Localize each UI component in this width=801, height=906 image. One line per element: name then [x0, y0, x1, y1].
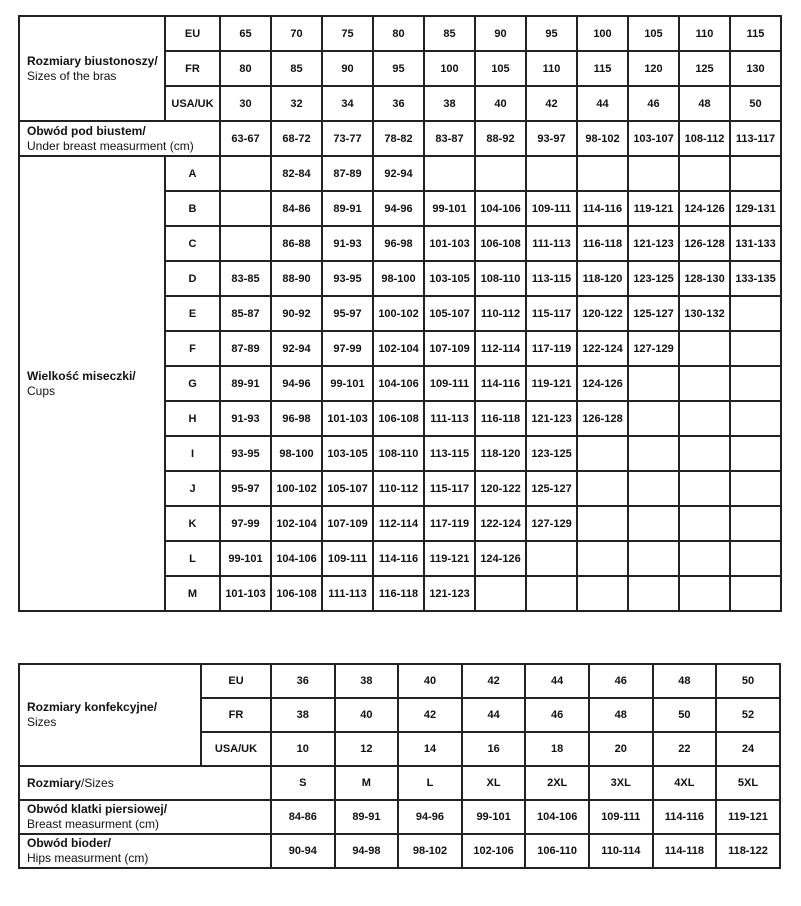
bust-measurement-cell: 106-108: [373, 401, 424, 436]
bust-measurement-cell: 102-104: [271, 506, 322, 541]
band-size-cell: 120: [628, 51, 679, 86]
bust-measurement-cell: 111-113: [424, 401, 475, 436]
bust-measurement-cell: 123-125: [526, 436, 577, 471]
band-size-cell: 110: [526, 51, 577, 86]
cup-letter: M: [165, 576, 220, 611]
bust-measurement-cell: [730, 436, 781, 471]
hips-measurement-cell: 114-118: [653, 834, 717, 868]
bust-measurement-cell: 98-100: [373, 261, 424, 296]
bust-measurement-cell: [526, 576, 577, 611]
bust-measurement-cell: 112-114: [373, 506, 424, 541]
underbust-label-pl: Obwód pod biustem/: [27, 123, 146, 138]
bust-measurement-cell: 114-116: [373, 541, 424, 576]
bust-measurement-cell: 83-85: [220, 261, 271, 296]
bust-measurement-cell: 126-128: [577, 401, 628, 436]
bust-measurement-cell: 133-135: [730, 261, 781, 296]
hips-measurement-cell: 94-98: [335, 834, 399, 868]
clothing-size-cell: 52: [716, 698, 780, 732]
bust-measurement-cell: 92-94: [271, 331, 322, 366]
size-system-label: EU: [165, 16, 220, 51]
bust-measurement-cell: 107-109: [322, 506, 373, 541]
bust-measurement-cell: [475, 156, 526, 191]
underbust-cell: 78-82: [373, 121, 424, 156]
bust-measurement-cell: [730, 366, 781, 401]
bust-measurement-cell: 121-123: [526, 401, 577, 436]
bust-measurement-cell: 124-126: [577, 366, 628, 401]
bust-measurement-cell: 85-87: [220, 296, 271, 331]
bust-measurement-cell: 118-120: [577, 261, 628, 296]
hips-measurement-cell: 90-94: [271, 834, 335, 868]
band-size-cell: 90: [475, 16, 526, 51]
bust-measurement-cell: 120-122: [577, 296, 628, 331]
bust-measurement-cell: 108-110: [373, 436, 424, 471]
bust-measurement-cell: 131-133: [730, 226, 781, 261]
bust-measurement-cell: [424, 156, 475, 191]
bust-measurement-cell: [679, 576, 730, 611]
bust-measurement-cell: 91-93: [322, 226, 373, 261]
letter-size-cell: S: [271, 766, 335, 800]
hips-measurement-cell: 102-106: [462, 834, 526, 868]
bust-measurement-cell: [679, 436, 730, 471]
band-size-cell: 80: [373, 16, 424, 51]
bust-measurement-cell: [628, 576, 679, 611]
underbust-cell: 93-97: [526, 121, 577, 156]
breast-measurement-cell: 94-96: [398, 800, 462, 834]
clothing-size-cell: 44: [462, 698, 526, 732]
bust-measurement-cell: 107-109: [424, 331, 475, 366]
band-size-cell: 85: [424, 16, 475, 51]
bust-measurement-cell: 118-120: [475, 436, 526, 471]
bra-size-table: [18, 15, 782, 612]
clothing-sizes-label-pl: Rozmiary konfekcyjne/: [27, 700, 158, 714]
underbust-row: [19, 121, 781, 156]
bra-system-row: [19, 16, 781, 51]
bust-measurement-cell: 104-106: [373, 366, 424, 401]
bust-measurement-cell: 106-108: [271, 576, 322, 611]
bust-measurement-cell: [628, 436, 679, 471]
bust-measurement-cell: 101-103: [322, 401, 373, 436]
letter-sizes-label: [19, 766, 271, 800]
cup-letter: D: [165, 261, 220, 296]
bra-table-body: [19, 16, 781, 611]
bust-measurement-cell: 124-126: [679, 191, 730, 226]
bust-measurement-cell: 125-127: [526, 471, 577, 506]
cup-letter: H: [165, 401, 220, 436]
cup-row: [19, 156, 781, 191]
clothing-size-cell: 24: [716, 732, 780, 766]
hips-row: [19, 834, 780, 868]
size-system-label: USA/UK: [165, 86, 220, 121]
clothing-size-cell: 40: [398, 664, 462, 698]
bust-measurement-cell: [679, 506, 730, 541]
bust-measurement-cell: [679, 401, 730, 436]
clothing-size-cell: 40: [335, 698, 399, 732]
bust-measurement-cell: 109-111: [322, 541, 373, 576]
bust-measurement-cell: 101-103: [424, 226, 475, 261]
bust-measurement-cell: [679, 541, 730, 576]
bust-measurement-cell: 99-101: [424, 191, 475, 226]
size-system-label: USA/UK: [201, 732, 271, 766]
bust-measurement-cell: 90-92: [271, 296, 322, 331]
bust-measurement-cell: 109-111: [526, 191, 577, 226]
bust-measurement-cell: 96-98: [271, 401, 322, 436]
bust-measurement-cell: [628, 156, 679, 191]
letter-sizes-label-pl: Rozmiary: [27, 775, 82, 790]
cup-letter: A: [165, 156, 220, 191]
bust-measurement-cell: [577, 576, 628, 611]
cup-letter: K: [165, 506, 220, 541]
bust-measurement-cell: 89-91: [322, 191, 373, 226]
cup-letter: J: [165, 471, 220, 506]
band-size-cell: 42: [526, 86, 577, 121]
bust-measurement-cell: 95-97: [322, 296, 373, 331]
bust-measurement-cell: [628, 506, 679, 541]
clothing-size-cell: 36: [271, 664, 335, 698]
bust-measurement-cell: 116-118: [577, 226, 628, 261]
bust-measurement-cell: [628, 471, 679, 506]
bust-measurement-cell: 129-131: [730, 191, 781, 226]
bust-measurement-cell: [679, 366, 730, 401]
bust-measurement-cell: 93-95: [322, 261, 373, 296]
bust-measurement-cell: [730, 471, 781, 506]
band-size-cell: 30: [220, 86, 271, 121]
bust-measurement-cell: 100-102: [373, 296, 424, 331]
band-size-cell: 34: [322, 86, 373, 121]
underbust-cell: 108-112: [679, 121, 730, 156]
bust-measurement-cell: [679, 331, 730, 366]
underbust-cell: 113-117: [730, 121, 781, 156]
letter-size-cell: 5XL: [716, 766, 780, 800]
bust-measurement-cell: 119-121: [424, 541, 475, 576]
breast-label-pl: Obwód klatki piersiowej/: [27, 802, 168, 816]
cup-letter: B: [165, 191, 220, 226]
bust-measurement-cell: 115-117: [424, 471, 475, 506]
bust-measurement-cell: 86-88: [271, 226, 322, 261]
size-system-label: FR: [201, 698, 271, 732]
hips-label: [19, 834, 271, 868]
hips-measurement-cell: 106-110: [525, 834, 589, 868]
band-size-cell: 110: [679, 16, 730, 51]
bust-measurement-cell: 110-112: [373, 471, 424, 506]
bust-measurement-cell: [628, 366, 679, 401]
hips-measurement-cell: 118-122: [716, 834, 780, 868]
bust-measurement-cell: [577, 471, 628, 506]
band-size-cell: 32: [271, 86, 322, 121]
bust-measurement-cell: [679, 471, 730, 506]
bust-measurement-cell: [730, 576, 781, 611]
bust-measurement-cell: 113-115: [526, 261, 577, 296]
breast-measurement-cell: 89-91: [335, 800, 399, 834]
band-size-cell: 44: [577, 86, 628, 121]
underbust-cell: 88-92: [475, 121, 526, 156]
clothing-size-cell: 12: [335, 732, 399, 766]
breast-measurement-cell: 99-101: [462, 800, 526, 834]
cup-letter: I: [165, 436, 220, 471]
band-size-cell: 115: [730, 16, 781, 51]
bust-measurement-cell: 119-121: [526, 366, 577, 401]
underbust-cell: 83-87: [424, 121, 475, 156]
bust-measurement-cell: [679, 156, 730, 191]
letter-size-cell: 4XL: [653, 766, 717, 800]
bust-measurement-cell: [730, 506, 781, 541]
band-size-cell: 130: [730, 51, 781, 86]
clothing-size-cell: 38: [271, 698, 335, 732]
bust-measurement-cell: [730, 156, 781, 191]
bra-sizes-label-pl: Rozmiary biustonoszy/: [27, 53, 158, 68]
cup-letter: F: [165, 331, 220, 366]
underbust-cell: 98-102: [577, 121, 628, 156]
band-size-cell: 70: [271, 16, 322, 51]
bust-measurement-cell: 101-103: [220, 576, 271, 611]
letter-size-cell: 3XL: [589, 766, 653, 800]
band-size-cell: 115: [577, 51, 628, 86]
bust-measurement-cell: 127-129: [628, 331, 679, 366]
bust-measurement-cell: 87-89: [220, 331, 271, 366]
clothing-size-cell: 48: [589, 698, 653, 732]
bust-measurement-cell: 126-128: [679, 226, 730, 261]
bust-measurement-cell: [526, 156, 577, 191]
clothing-size-cell: 22: [653, 732, 717, 766]
bust-measurement-cell: 119-121: [628, 191, 679, 226]
bust-measurement-cell: [220, 191, 271, 226]
bust-measurement-cell: 98-100: [271, 436, 322, 471]
breast-label-en: Breast measurment (cm): [27, 817, 160, 831]
bust-measurement-cell: [220, 156, 271, 191]
bust-measurement-cell: [730, 331, 781, 366]
band-size-cell: 50: [730, 86, 781, 121]
bust-measurement-cell: 111-113: [322, 576, 373, 611]
band-size-cell: 40: [475, 86, 526, 121]
bra-sizes-label-en: Sizes of the bras: [27, 68, 117, 83]
bust-measurement-cell: 100-102: [271, 471, 322, 506]
bust-measurement-cell: 115-117: [526, 296, 577, 331]
underbust-cell: 63-67: [220, 121, 271, 156]
clothing-size-cell: 42: [462, 664, 526, 698]
clothing-size-cell: 16: [462, 732, 526, 766]
size-system-label: FR: [165, 51, 220, 86]
letter-size-cell: XL: [462, 766, 526, 800]
hips-measurement-cell: 110-114: [589, 834, 653, 868]
bust-measurement-cell: 105-107: [424, 296, 475, 331]
band-size-cell: 105: [628, 16, 679, 51]
clothing-size-cell: 38: [335, 664, 399, 698]
bust-measurement-cell: 109-111: [424, 366, 475, 401]
bust-measurement-cell: 95-97: [220, 471, 271, 506]
clothing-size-cell: 14: [398, 732, 462, 766]
bra-sizes-label: [19, 16, 165, 121]
clothing-size-cell: 50: [653, 698, 717, 732]
bust-measurement-cell: 97-99: [322, 331, 373, 366]
bust-measurement-cell: 89-91: [220, 366, 271, 401]
band-size-cell: 65: [220, 16, 271, 51]
clothing-size-cell: 44: [525, 664, 589, 698]
band-size-cell: 105: [475, 51, 526, 86]
underbust-cell: 73-77: [322, 121, 373, 156]
bust-measurement-cell: 106-108: [475, 226, 526, 261]
clothing-size-cell: 46: [525, 698, 589, 732]
hips-label-en: Hips measurment (cm): [27, 851, 149, 865]
cup-letter: C: [165, 226, 220, 261]
band-size-cell: 75: [322, 16, 373, 51]
breast-measurement-cell: 104-106: [525, 800, 589, 834]
bust-measurement-cell: [628, 541, 679, 576]
letter-size-cell: M: [335, 766, 399, 800]
bust-measurement-cell: 92-94: [373, 156, 424, 191]
bust-measurement-cell: 120-122: [475, 471, 526, 506]
underbust-cell: 68-72: [271, 121, 322, 156]
bust-measurement-cell: 117-119: [424, 506, 475, 541]
bust-measurement-cell: 121-123: [628, 226, 679, 261]
band-size-cell: 90: [322, 51, 373, 86]
hips-label-pl: Obwód bioder/: [27, 836, 111, 850]
bust-measurement-cell: 114-116: [475, 366, 526, 401]
bust-measurement-cell: 102-104: [373, 331, 424, 366]
letter-sizes-label-en: /Sizes: [81, 775, 114, 790]
bust-measurement-cell: 116-118: [475, 401, 526, 436]
clothing-size-table: [18, 663, 781, 869]
cups-label-pl: Wielkość miseczki/: [27, 368, 136, 383]
letter-size-cell: L: [398, 766, 462, 800]
band-size-cell: 125: [679, 51, 730, 86]
clothing-size-cell: 46: [589, 664, 653, 698]
band-size-cell: 38: [424, 86, 475, 121]
bust-measurement-cell: [730, 541, 781, 576]
clothing-system-row: [19, 664, 780, 698]
bust-measurement-cell: 117-119: [526, 331, 577, 366]
bust-measurement-cell: 91-93: [220, 401, 271, 436]
bust-measurement-cell: [730, 401, 781, 436]
bust-measurement-cell: 88-90: [271, 261, 322, 296]
bust-measurement-cell: 121-123: [424, 576, 475, 611]
cup-letter: L: [165, 541, 220, 576]
bust-measurement-cell: 84-86: [271, 191, 322, 226]
bust-measurement-cell: [475, 576, 526, 611]
breast-measurement-cell: 84-86: [271, 800, 335, 834]
bust-measurement-cell: 94-96: [271, 366, 322, 401]
clothing-sizes-label-en: Sizes: [27, 715, 57, 729]
bust-measurement-cell: 93-95: [220, 436, 271, 471]
cups-label-en: Cups: [27, 383, 56, 398]
bust-measurement-cell: [577, 506, 628, 541]
band-size-cell: 100: [577, 16, 628, 51]
band-size-cell: 100: [424, 51, 475, 86]
breast-measurement-cell: 109-111: [589, 800, 653, 834]
bust-measurement-cell: 124-126: [475, 541, 526, 576]
bust-measurement-cell: 105-107: [322, 471, 373, 506]
clothing-size-cell: 48: [653, 664, 717, 698]
breast-measurement-cell: 119-121: [716, 800, 780, 834]
bust-measurement-cell: 123-125: [628, 261, 679, 296]
bust-measurement-cell: 127-129: [526, 506, 577, 541]
cups-label: [19, 156, 165, 611]
bust-measurement-cell: 82-84: [271, 156, 322, 191]
clothing-sizes-label: [19, 664, 201, 766]
bust-measurement-cell: [577, 436, 628, 471]
band-size-cell: 95: [526, 16, 577, 51]
bust-measurement-cell: 110-112: [475, 296, 526, 331]
bust-measurement-cell: 112-114: [475, 331, 526, 366]
bust-measurement-cell: [526, 541, 577, 576]
clothing-size-cell: 50: [716, 664, 780, 698]
bust-measurement-cell: 113-115: [424, 436, 475, 471]
underbust-label-en: Under breast measurment (cm): [27, 138, 194, 153]
breast-measurement-cell: 114-116: [653, 800, 717, 834]
band-size-cell: 48: [679, 86, 730, 121]
bust-measurement-cell: 96-98: [373, 226, 424, 261]
letter-size-cell: 2XL: [525, 766, 589, 800]
bust-measurement-cell: 99-101: [220, 541, 271, 576]
bust-measurement-cell: 108-110: [475, 261, 526, 296]
breast-label: [19, 800, 271, 834]
bust-measurement-cell: 104-106: [271, 541, 322, 576]
bust-measurement-cell: [628, 401, 679, 436]
bust-measurement-cell: 99-101: [322, 366, 373, 401]
band-size-cell: 85: [271, 51, 322, 86]
bust-measurement-cell: 125-127: [628, 296, 679, 331]
clothing-size-cell: 18: [525, 732, 589, 766]
bust-measurement-cell: [577, 156, 628, 191]
underbust-cell: 103-107: [628, 121, 679, 156]
underbust-label: [19, 121, 220, 156]
bust-measurement-cell: 97-99: [220, 506, 271, 541]
bust-measurement-cell: [730, 296, 781, 331]
cup-letter: G: [165, 366, 220, 401]
clothing-table-body: [19, 664, 780, 868]
letter-size-row: [19, 766, 780, 800]
bust-measurement-cell: 122-124: [577, 331, 628, 366]
cup-letter: E: [165, 296, 220, 331]
bust-measurement-cell: 87-89: [322, 156, 373, 191]
breast-row: [19, 800, 780, 834]
bust-measurement-cell: 104-106: [475, 191, 526, 226]
size-system-label: EU: [201, 664, 271, 698]
bust-measurement-cell: 111-113: [526, 226, 577, 261]
bust-measurement-cell: [220, 226, 271, 261]
clothing-size-cell: 42: [398, 698, 462, 732]
band-size-cell: 36: [373, 86, 424, 121]
band-size-cell: 46: [628, 86, 679, 121]
band-size-cell: 95: [373, 51, 424, 86]
bust-measurement-cell: 94-96: [373, 191, 424, 226]
hips-measurement-cell: 98-102: [398, 834, 462, 868]
bust-measurement-cell: [577, 541, 628, 576]
band-size-cell: 80: [220, 51, 271, 86]
bust-measurement-cell: 130-132: [679, 296, 730, 331]
bust-measurement-cell: 116-118: [373, 576, 424, 611]
bust-measurement-cell: 114-116: [577, 191, 628, 226]
clothing-size-cell: 10: [271, 732, 335, 766]
bust-measurement-cell: 103-105: [424, 261, 475, 296]
bust-measurement-cell: 128-130: [679, 261, 730, 296]
bust-measurement-cell: 103-105: [322, 436, 373, 471]
bust-measurement-cell: 122-124: [475, 506, 526, 541]
clothing-size-cell: 20: [589, 732, 653, 766]
